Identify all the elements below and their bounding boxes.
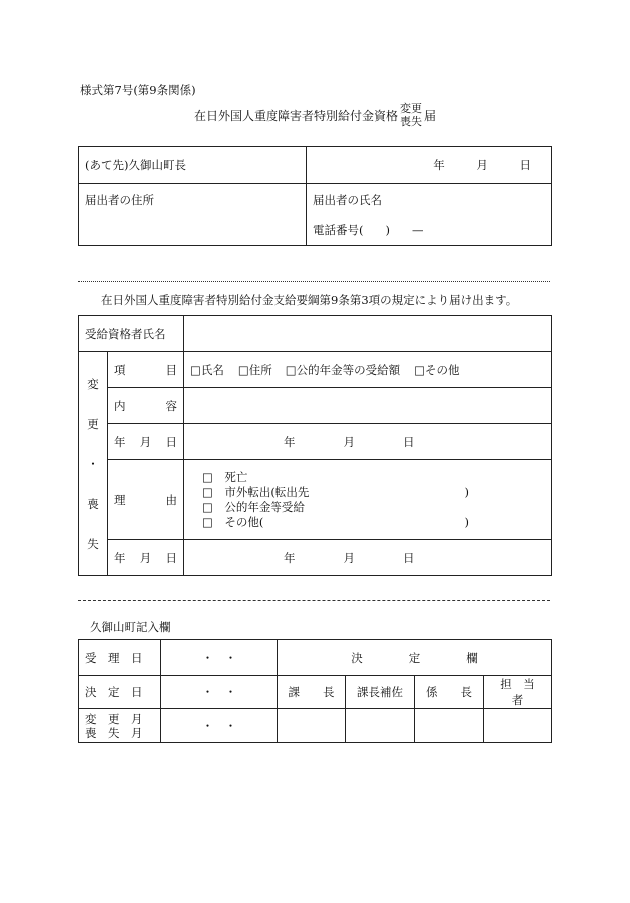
form-title (0, 102, 630, 128)
reason-other[interactable]: □ その他( ) (202, 514, 469, 529)
checkbox-name[interactable]: □氏名 (190, 362, 224, 377)
change-table (78, 315, 552, 576)
statement: 在日外国人重度障害者特別給付金支給要綱第9条第3項の規定により届け出ます。 (101, 293, 518, 307)
office-table (78, 639, 552, 743)
title-option-change: 変更 (400, 102, 422, 115)
applicant-address-cell[interactable] (79, 184, 307, 246)
recipient-label: 受給資格者氏名 (79, 316, 184, 352)
stamp-assistant-chief[interactable] (346, 709, 415, 743)
role-assistant-chief: 課長補佐 (346, 676, 415, 709)
change-loss-month[interactable]: ・ ・ (161, 709, 278, 743)
title-suffix: 届 (424, 108, 437, 123)
phone-field[interactable]: 電話番号( ) — (313, 223, 424, 237)
change-loss-vertical: 変 更 ・ 喪 失 (79, 352, 108, 576)
item-label: 項 目 (108, 352, 184, 388)
change-loss-month-label: 変 更 月 喪 失 月 (79, 709, 161, 743)
received-date[interactable]: ・ ・ (161, 640, 278, 676)
date-label-2: 年 月 日 (108, 540, 184, 576)
content-field[interactable] (184, 388, 552, 424)
form-number: 様式第7号(第9条関係) (80, 83, 196, 97)
role-unit-chief: 係 長 (415, 676, 484, 709)
change-date-field[interactable]: 年 月 日 (184, 424, 552, 460)
date-label: 年 月 日 (108, 424, 184, 460)
reason-death[interactable]: □ 死亡 (202, 469, 248, 484)
submission-date[interactable]: 年 月 日 (307, 147, 552, 184)
separator-line (78, 600, 550, 601)
reason-label: 理 由 (108, 460, 184, 540)
reason-pension[interactable]: □ 公的年金等受給 (202, 499, 305, 514)
content-label: 内 容 (108, 388, 184, 424)
cut-line (78, 281, 550, 282)
role-staff: 担 当 者 (484, 676, 552, 709)
recipient-name-field[interactable] (184, 316, 552, 352)
role-section-chief: 課 長 (278, 676, 346, 709)
reason-moved-out[interactable]: □ 市外転出(転出先 ) (202, 484, 469, 499)
checkbox-pension[interactable]: □公的年金等の受給額 (285, 362, 401, 377)
date-field-2[interactable]: 年 月 日 (184, 540, 552, 576)
checkbox-other[interactable]: □その他 (414, 362, 460, 377)
decided-date[interactable]: ・ ・ (161, 676, 278, 709)
stamp-unit-chief[interactable] (415, 709, 484, 743)
stamp-section-chief[interactable] (278, 709, 346, 743)
applicant-address-label: 届出者の住所 (85, 193, 154, 207)
stamp-staff[interactable] (484, 709, 552, 743)
applicant-name-label: 届出者の氏名 (313, 193, 382, 207)
decision-header: 決 定 欄 (278, 640, 552, 676)
office-section-title: 久御山町記入欄 (90, 620, 171, 634)
received-label: 受 理 日 (79, 640, 161, 676)
title-main: 在日外国人重度障害者特別給付金資格 (193, 108, 398, 123)
item-options[interactable] (184, 352, 552, 388)
applicant-table (78, 146, 552, 246)
decided-label: 決 定 日 (79, 676, 161, 709)
reason-options[interactable] (184, 460, 552, 540)
applicant-name-cell[interactable] (307, 184, 552, 246)
title-option-loss: 喪失 (400, 115, 422, 128)
addressee: (あて先)久御山町長 (79, 147, 307, 184)
checkbox-address[interactable]: □住所 (237, 362, 272, 377)
